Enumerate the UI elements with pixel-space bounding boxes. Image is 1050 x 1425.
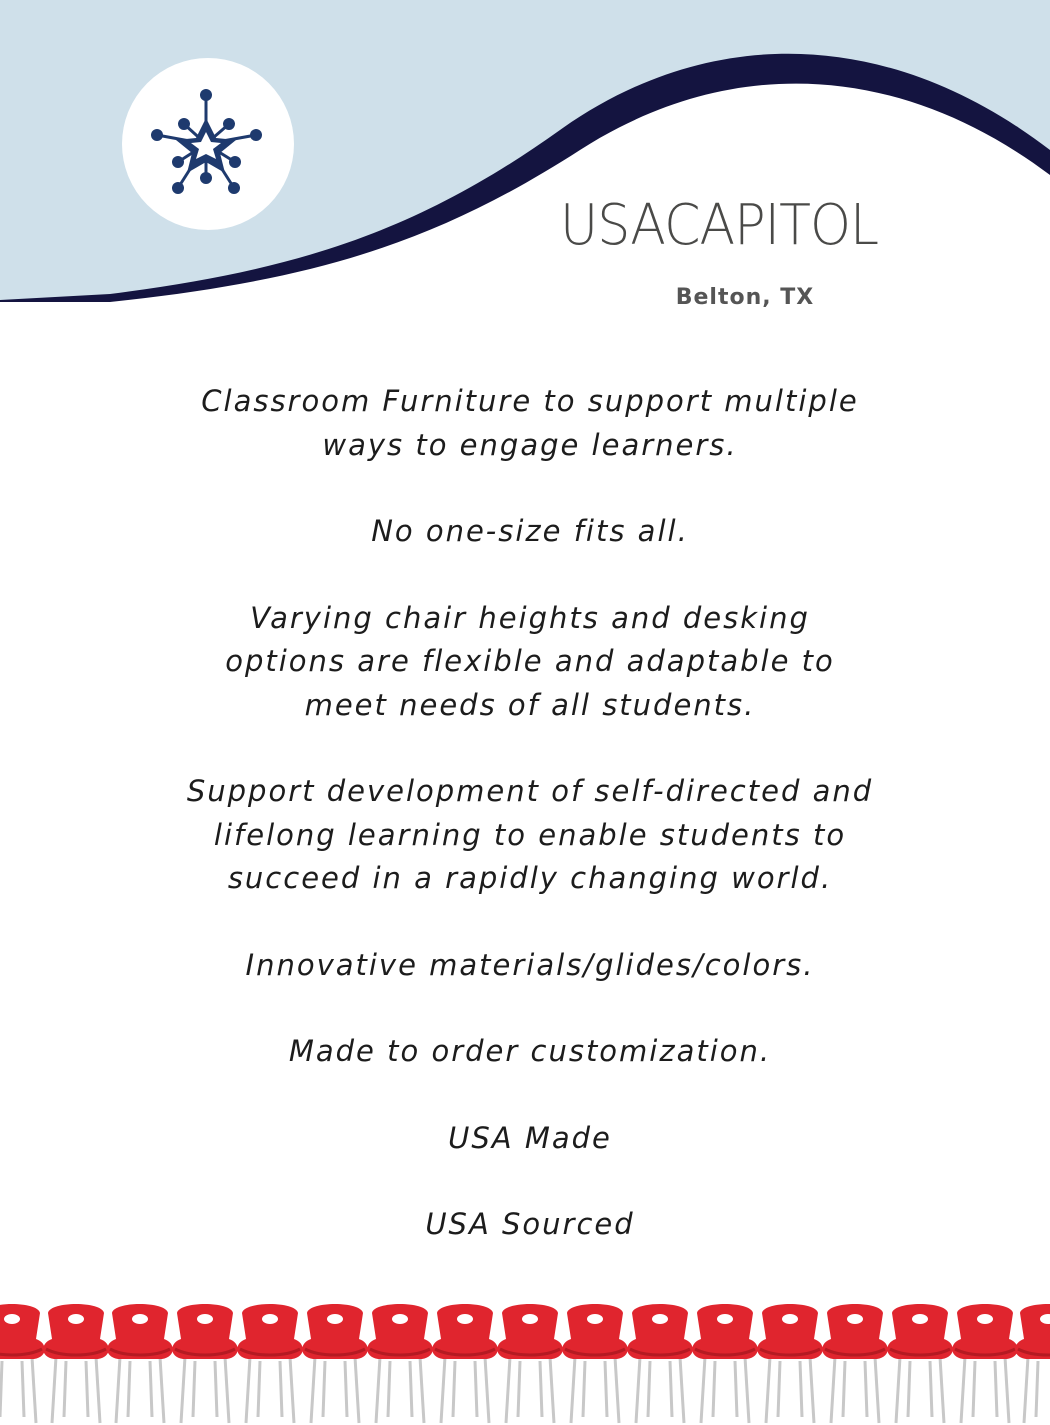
paragraph-self-directed: Support development of self-directed and lifelong learning to enable students to succeed in a rapidly changing world. bbox=[186, 774, 874, 895]
paragraph-materials: Innovative materials/glides/colors. bbox=[245, 947, 815, 982]
paragraph-customization: Made to order customization. bbox=[288, 1034, 772, 1068]
paragraph-usa-made: USA Made bbox=[448, 1120, 612, 1155]
red-classroom-chairs-row bbox=[0, 1295, 1050, 1425]
star-network-logo-icon bbox=[122, 58, 294, 230]
paragraph-chair-heights: Varying chair heights and desking options are flexible and adaptable to meet needs of all students. bbox=[225, 600, 835, 722]
paragraph-usa-sourced: USA Sourced bbox=[425, 1207, 635, 1241]
paragraph-engage: Classroom Furniture to support multiple ways to engage learners. bbox=[201, 384, 859, 462]
logo-badge bbox=[122, 58, 294, 230]
paragraph-one-size: No one-size fits all. bbox=[371, 514, 689, 548]
brand-location: Belton, TX bbox=[675, 285, 815, 310]
main-content bbox=[150, 380, 910, 1290]
brand-name: USACAPITOL bbox=[560, 193, 879, 258]
